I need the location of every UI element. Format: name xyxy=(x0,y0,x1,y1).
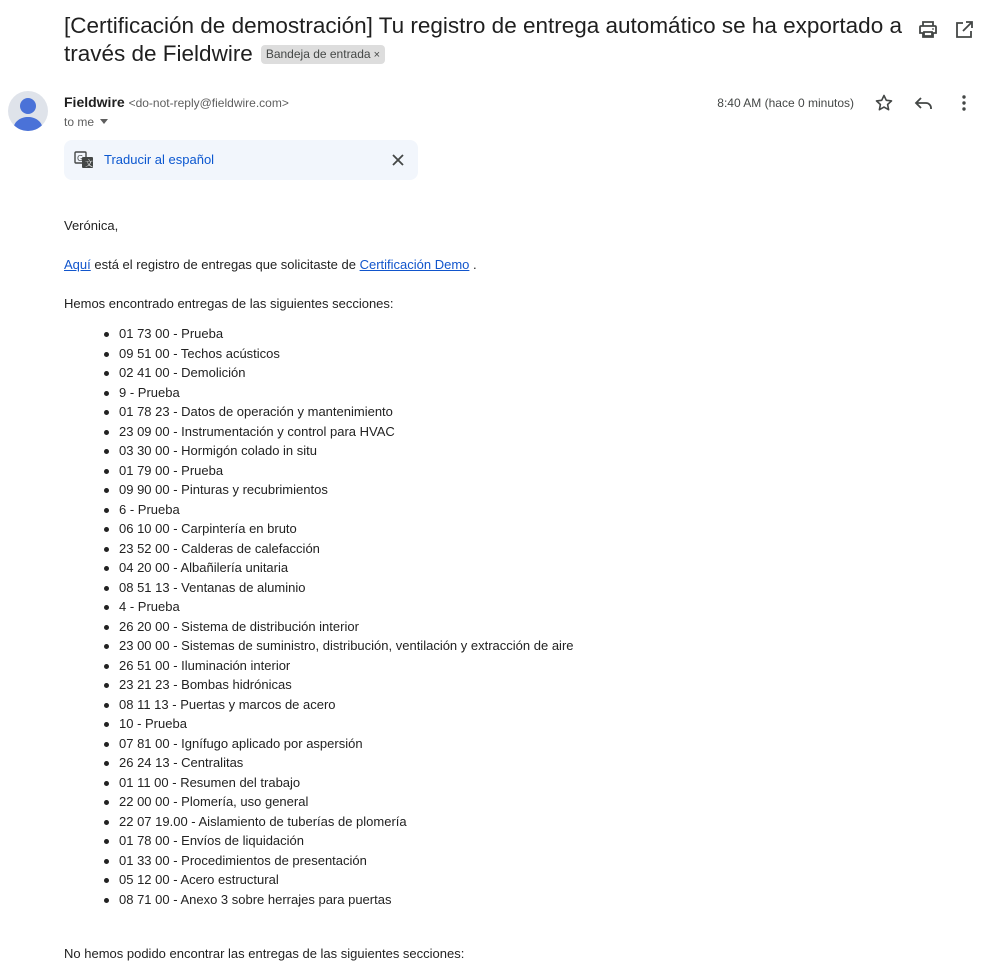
sender-email: <do-not-reply@fieldwire.com> xyxy=(128,96,289,110)
section-list-item: 04 20 00 - Albañilería unitaria xyxy=(119,558,574,578)
section-list-item: 06 10 00 - Carpintería en bruto xyxy=(119,519,574,539)
project-link[interactable]: Certificación Demo xyxy=(359,257,470,272)
inbox-label-chip[interactable] xyxy=(261,45,385,64)
section-list-item: 09 90 00 - Pinturas y recubrimientos xyxy=(119,480,574,500)
section-list-item: 23 52 00 - Calderas de calefacción xyxy=(119,539,574,559)
sender-avatar xyxy=(8,91,48,131)
section-list-item: 01 73 00 - Prueba xyxy=(119,324,574,344)
sections-list xyxy=(119,324,574,909)
print-icon[interactable] xyxy=(916,18,940,42)
close-icon[interactable] xyxy=(388,150,408,170)
recipient-toggle[interactable] xyxy=(64,114,108,130)
sender-line xyxy=(64,93,289,112)
chevron-down-icon xyxy=(100,119,108,124)
section-list-item: 01 79 00 - Prueba xyxy=(119,461,574,481)
section-list-item: 22 07 19.00 - Aislamiento de tuberías de plomería xyxy=(119,812,574,832)
section-list-item: 02 41 00 - Demolición xyxy=(119,363,574,383)
section-list-item: 9 - Prueba xyxy=(119,383,574,403)
found-heading: Hemos encontrado entregas de las siguientes secciones: xyxy=(64,296,394,311)
svg-text:G: G xyxy=(77,154,84,163)
section-list-item: 01 78 23 - Datos de operación y mantenimiento xyxy=(119,402,574,422)
email-subject xyxy=(64,12,914,68)
greeting: Verónica, xyxy=(64,218,119,233)
section-list-item: 09 51 00 - Techos acústicos xyxy=(119,344,574,364)
section-list-item: 26 20 00 - Sistema de distribución interior xyxy=(119,617,574,637)
svg-text:文: 文 xyxy=(85,159,93,168)
section-list-item: 03 30 00 - Hormigón colado in situ xyxy=(119,441,574,461)
not-found-heading: No hemos podido encontrar las entregas de las siguientes secciones: xyxy=(64,946,465,961)
inbox-label-text: Bandeja de entrada xyxy=(265,47,371,61)
subject-text: [Certificación de demostración] Tu registro de entrega automático se ha exportado a través de Fieldwire xyxy=(64,13,902,66)
translate-banner xyxy=(64,140,418,180)
section-list-item: 26 24 13 - Centralitas xyxy=(119,753,574,773)
sender-name[interactable]: Fieldwire xyxy=(64,94,125,110)
here-end: . xyxy=(469,257,477,272)
open-in-new-icon[interactable] xyxy=(952,18,976,42)
reply-icon[interactable] xyxy=(912,91,936,115)
section-list-item: 23 21 23 - Bombas hidrónicas xyxy=(119,675,574,695)
section-list-item: 01 33 00 - Procedimientos de presentación xyxy=(119,851,574,871)
more-options-icon[interactable] xyxy=(952,91,976,115)
section-list-item: 08 11 13 - Puertas y marcos de acero xyxy=(119,695,574,715)
recipient-text: to me xyxy=(64,115,95,129)
section-list-item: 05 12 00 - Acero estructural xyxy=(119,870,574,890)
here-text: está el registro de entregas que solicitaste de xyxy=(90,257,360,272)
email-date: 8:40 AM (hace 0 minutos) xyxy=(717,96,854,110)
section-list-item: 4 - Prueba xyxy=(119,597,574,617)
section-list-item: 08 51 13 - Ventanas de aluminio xyxy=(119,578,574,598)
section-list-item: 08 71 00 - Anexo 3 sobre herrajes para puertas xyxy=(119,890,574,910)
section-list-item: 07 81 00 - Ignífugo aplicado por aspersión xyxy=(119,734,574,754)
remove-label-icon[interactable]: × xyxy=(373,49,381,61)
section-list-item: 26 51 00 - Iluminación interior xyxy=(119,656,574,676)
section-list-item: 10 - Prueba xyxy=(119,714,574,734)
translate-icon xyxy=(74,150,94,170)
here-link[interactable]: Aquí xyxy=(64,257,91,272)
here-paragraph xyxy=(64,255,477,275)
translate-link[interactable]: Traducir al español xyxy=(104,152,215,167)
section-list-item: 23 09 00 - Instrumentación y control para HVAC xyxy=(119,422,574,442)
section-list-item: 22 00 00 - Plomería, uso general xyxy=(119,792,574,812)
section-list-item: 6 - Prueba xyxy=(119,500,574,520)
star-icon[interactable] xyxy=(872,91,896,115)
section-list-item: 01 78 00 - Envíos de liquidación xyxy=(119,831,574,851)
section-list-item: 23 00 00 - Sistemas de suministro, distribución, ventilación y extracción de aire xyxy=(119,636,574,656)
section-list-item: 01 11 00 - Resumen del trabajo xyxy=(119,773,574,793)
